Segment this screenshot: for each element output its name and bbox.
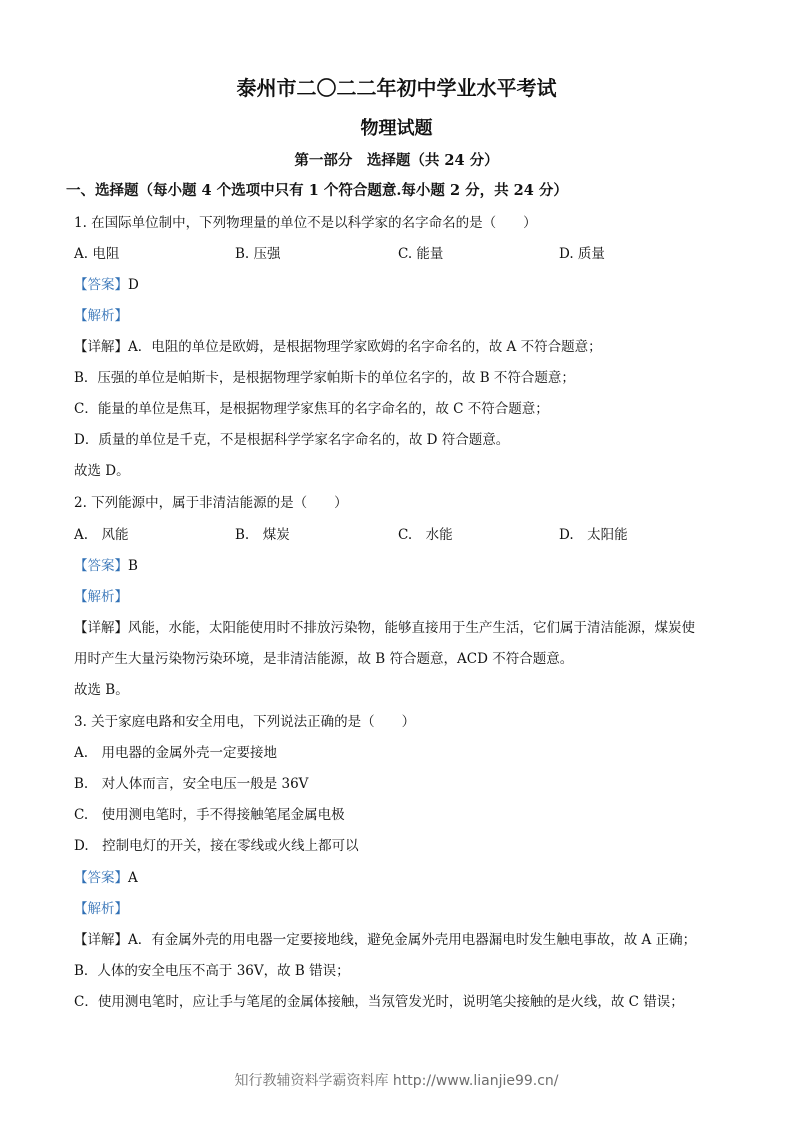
q2-detail-line [74,619,695,637]
exam-title: 泰州市二〇二二年初中学业水平考试 [236,76,557,100]
q2-option-a: A. 风能 [74,527,129,543]
q2-option-b: B. 煤炭 [235,527,290,543]
q1-option-c: C. 能量 [398,246,444,262]
q3-stem: 3. 关于家庭电路和安全用电，下列说法正确的是（ ） [74,714,416,730]
q1-analysis-label: 【解析】 [74,308,128,324]
q3-answer: A [128,870,138,886]
q3-option-d: D. 控制电灯的开关，接在零线或火线上都可以 [74,838,359,854]
q3-detail-c: C．使用测电笔时，应让手与笔尾的金属体接触，当氖管发光时，说明笔尖接触的是火线，故 C 错误； [74,994,684,1010]
q1-answer: D [128,277,139,293]
q2-option-c: C. 水能 [398,527,453,543]
q2-detail-2: 用时产生大量污染物污染环境，是非清洁能源，故 B 符合题意，ACD 不符合题意。 [74,651,574,667]
detail-label: 【详解】 [74,932,128,948]
answer-label: 【答案】 [74,870,128,886]
q2-option-d: D. 太阳能 [559,527,628,543]
footer-watermark: 知行教辅资料学霸资料库 http://www.lianjie99.cn/ [234,1073,559,1089]
q3-analysis-label: 【解析】 [74,901,128,917]
q2-conclusion: 故选 B。 [74,682,129,698]
detail-label: 【详解】 [74,620,128,636]
q3-option-b: B. 对人体而言，安全电压一般是 36V [74,776,309,792]
q2-analysis-label: 【解析】 [74,589,128,605]
q1-stem: 1. 在国际单位制中，下列物理量的单位不是以科学家的名字命名的是（ ） [74,215,537,231]
answer-label: 【答案】 [74,558,128,574]
q1-detail-b: B．压强的单位是帕斯卡，是根据物理学家帕斯卡的单位名字的，故 B 不符合题意； [74,370,575,386]
q1-option-b: B. 压强 [235,246,281,262]
q2-detail-1: 风能，水能，太阳能使用时不排放污染物，能够直接用于生产生活，它们属于清洁能源，煤炭使 [128,620,695,636]
q1-detail-d: D．质量的单位是千克，不是根据科学学家名字命名的，故 D 符合题意。 [74,432,510,448]
q1-option-a: A. 电阻 [74,246,120,262]
q2-stem: 2. 下列能源中，属于非清洁能源的是（ ） [74,495,348,511]
q2-answer-line [74,557,138,575]
q1-detail-a: A．电阻的单位是欧姆，是根据物理学家欧姆的名字命名的，故 A 不符合题意； [128,339,602,355]
q3-option-a: A. 用电器的金属外壳一定要接地 [74,745,278,761]
subject-title: 物理试题 [360,118,433,139]
q1-answer-line [74,276,139,294]
q1-detail-c: C．能量的单位是焦耳，是根据物理学家焦耳的名字命名的，故 C 不符合题意； [74,401,549,417]
q3-answer-line [74,869,138,887]
detail-label: 【详解】 [74,339,128,355]
q3-option-c: C. 使用测电笔时，手不得接触笔尾金属电极 [74,807,345,823]
q3-detail-b: B．人体的安全电压不高于 36V，故 B 错误； [74,963,350,979]
q3-detail-line [74,931,696,949]
q1-detail-line [74,338,602,356]
section-heading: 一、选择题（每小题 4 个选项中只有 1 个符合题意.每小题 2 分，共 24 分） [66,182,568,199]
q3-detail-a: A．有金属外壳的用电器一定要接地线，避免金属外壳用电器漏电时发生触电事故，故 A 正确； [128,932,697,948]
q2-answer: B [128,558,138,574]
answer-label: 【答案】 [74,277,128,293]
q1-conclusion: 故选 D。 [74,463,130,479]
q1-option-d: D. 质量 [559,246,605,262]
part-title: 第一部分 选择题（共 24 分） [294,152,499,169]
